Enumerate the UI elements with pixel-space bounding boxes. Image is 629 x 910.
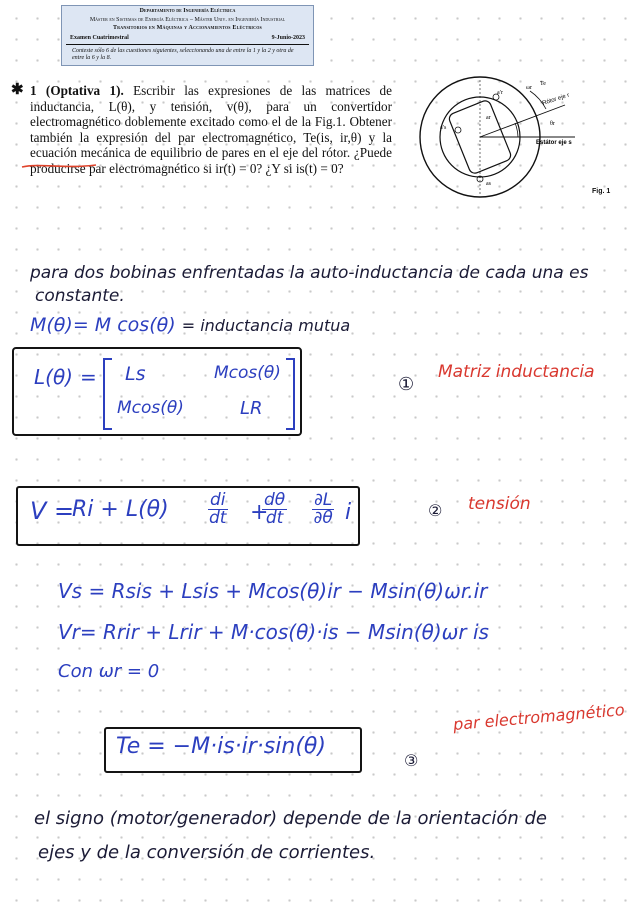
mutual-inductance-label: = inductancia mutua bbox=[181, 316, 351, 335]
closing-note-line-2: ejes y de la conversión de corrientes. bbox=[38, 842, 376, 863]
fraction-dtheta-den: ∂θ bbox=[313, 508, 333, 528]
theta-arc bbox=[515, 123, 518, 137]
coil-as-prime-symbol bbox=[455, 127, 461, 133]
plus-sign: + bbox=[250, 500, 269, 525]
question-marker: ✱ bbox=[11, 82, 24, 98]
note-intro-line-2: constante. bbox=[35, 286, 125, 306]
rotor-voltage-equation: Vr= Rrir + Lrir + M·cos(θ)·is − Msin(θ)ωr is bbox=[58, 620, 489, 644]
mutual-inductance-line bbox=[30, 314, 350, 336]
fraction-di-num: di bbox=[210, 490, 226, 510]
omega-condition: Con ωr = 0 bbox=[58, 661, 160, 682]
fraction-dt-den-2: dt bbox=[265, 508, 284, 528]
step-label-inductance: Matriz inductancia bbox=[438, 362, 595, 382]
department-title: Departamento de Ingeniería Eléctrica bbox=[139, 8, 236, 14]
inductance-matrix-lhs: L(θ) bbox=[34, 365, 73, 389]
fraction-dtheta-num: dθ bbox=[264, 490, 286, 510]
label-torque: Te bbox=[540, 81, 546, 87]
matrix-cell-m12: Mcos(θ) bbox=[214, 363, 281, 383]
header-divider bbox=[66, 44, 309, 45]
step-number-2: ② bbox=[428, 501, 443, 520]
note-intro-line-1: para dos bobinas enfrentadas la auto-inductancia de cada una es bbox=[30, 263, 589, 283]
matrix-cell-lr: LR bbox=[240, 398, 263, 419]
stator-voltage-equation: Vs = Rsis + Lsis + Mcos(θ)ir − Msin(θ)ωr.ir bbox=[58, 579, 488, 603]
exam-type: Examen Cuatrimestral bbox=[70, 35, 129, 41]
label-ar-prime: a′r bbox=[497, 90, 503, 96]
handwritten-underline bbox=[20, 157, 98, 171]
exam-date: 9-Junio-2023 bbox=[271, 35, 305, 41]
machine-figure bbox=[400, 75, 600, 205]
fraction-dL-num: ∂L bbox=[314, 490, 333, 510]
fraction-dL-dtheta bbox=[312, 492, 334, 527]
exam-instructions: Conteste sólo 6 de las cuestiones siguientes, seleccionando una de entre la 1 y la 2 y otra de entre la 6 y la 8. bbox=[72, 48, 294, 61]
torque-equation: Te = −M·is·ir·sin(θ) bbox=[116, 734, 326, 759]
fraction-di-dt bbox=[208, 492, 228, 527]
mutual-inductance-expression: M(θ)= M cos(θ) bbox=[30, 314, 176, 336]
inductance-matrix-equals: = bbox=[80, 365, 97, 389]
fraction-dt-den: dt bbox=[209, 508, 227, 528]
step-number-3: ③ bbox=[404, 751, 419, 770]
voltage-lhs: V = bbox=[30, 497, 75, 525]
label-as: as bbox=[486, 181, 491, 187]
label-rotor-axis: Rótor eje r bbox=[541, 92, 571, 107]
master-title: Máster en Sistemas de Energía Eléctrica – Máster Univ. en Ingeniería Industrial bbox=[89, 17, 286, 23]
figure-caption: Fig. 1 bbox=[592, 188, 611, 195]
matrix-cell-ls: Ls bbox=[125, 363, 146, 385]
question-text: Escribir las expresiones de las matrices de inductancia, L(θ), y tensión, v(θ), para un convertidor electromagnético doblemente excitado como el de la Fig.1. Obtener también la expresión del par electromagnético, Te(is, ir,θ) y la ecuación mecánica de equilibrio de pares en el eje del rótor. ¿Puede producirse par electromagnético si ir(t) = 0? ¿Y si is(t) = 0? bbox=[30, 83, 392, 176]
step-label-torque: par electromagnético bbox=[452, 700, 626, 734]
closing-note-line-1: el signo (motor/generador) depende de la orientación de bbox=[34, 808, 547, 829]
label-theta-r: θr bbox=[550, 121, 555, 127]
label-stator-axis: Estátor eje s bbox=[536, 140, 572, 146]
exam-header bbox=[61, 5, 314, 66]
label-as-prime: a′s bbox=[440, 125, 447, 131]
question-title: 1 (Optativa 1). bbox=[30, 83, 124, 98]
label-omega-r: ωr bbox=[526, 85, 532, 91]
current-term: i bbox=[345, 500, 352, 525]
course-title: Transitorios en Máquinas y Accionamientos Eléctricos bbox=[112, 25, 262, 31]
step-number-1: ① bbox=[398, 374, 415, 395]
step-label-voltage: tensión bbox=[468, 494, 531, 514]
matrix-cell-m21: Mcos(θ) bbox=[117, 398, 184, 418]
label-ar: ar bbox=[486, 115, 491, 121]
fraction-dtheta-dt bbox=[262, 492, 287, 527]
voltage-rhs: Ri + L(θ) bbox=[72, 497, 169, 522]
